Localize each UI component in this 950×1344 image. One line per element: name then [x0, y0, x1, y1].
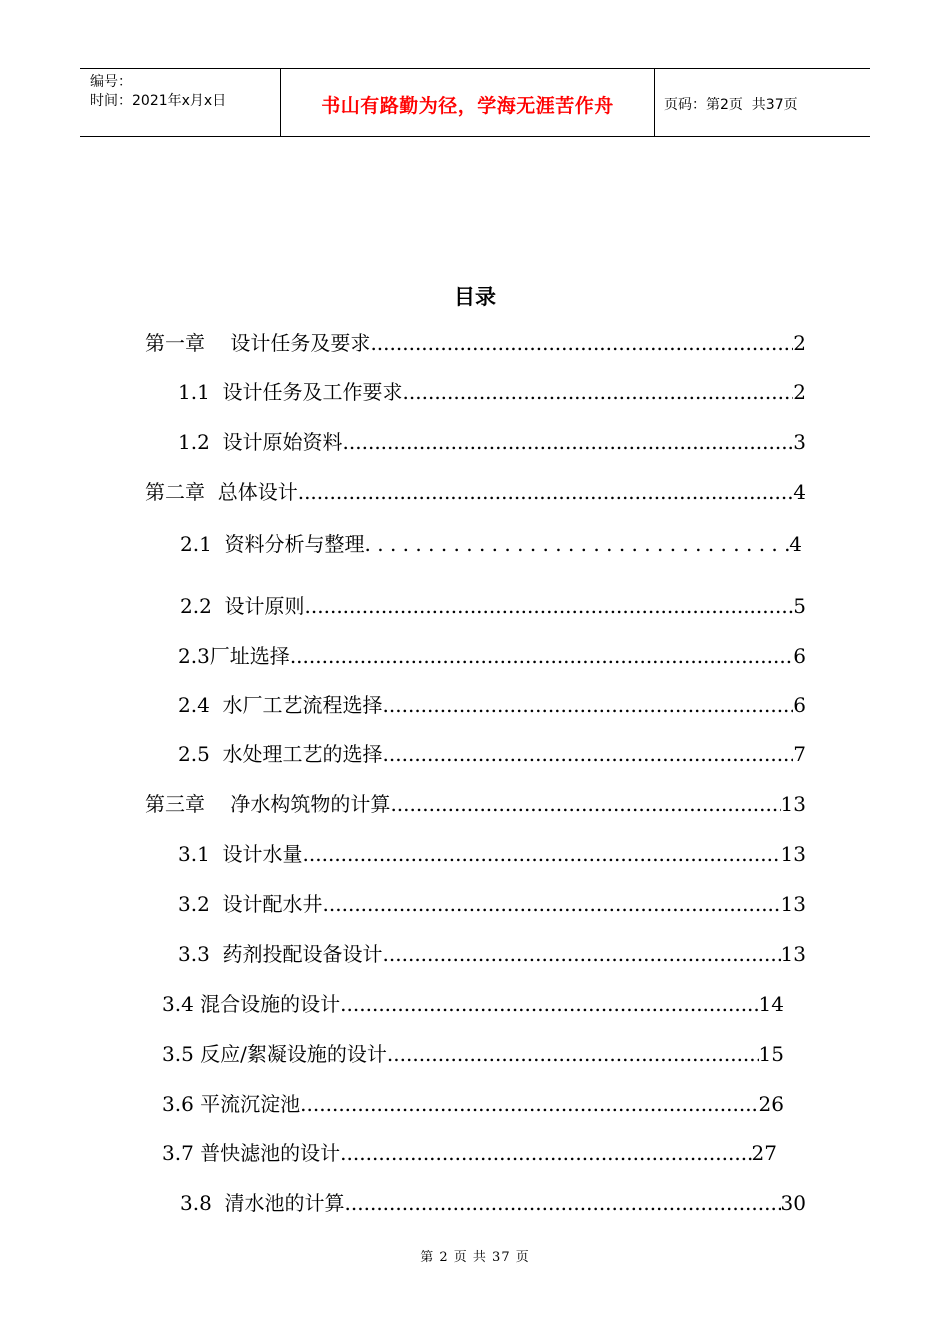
toc-entry-text: 3.4 混合设施的设计 [162, 992, 341, 1016]
toc-leader-dots [403, 378, 794, 406]
toc-entry-page: 30 [780, 1191, 806, 1215]
toc-entry-page: 2 [793, 380, 806, 404]
toc-entry-text: 2.4 水厂工艺流程选择 [178, 693, 383, 717]
toc-entry[interactable] [162, 1040, 784, 1068]
toc-leader-dots [340, 1139, 751, 1167]
toc-entry-text: 1.2 设计原始资料 [178, 430, 343, 454]
toc-entry-page: 14 [758, 992, 784, 1016]
toc-leader-dots [383, 691, 794, 719]
toc-entry-page: 13 [780, 842, 806, 866]
toc-entry[interactable] [178, 740, 806, 768]
toc-entry-text: 3.7 普快滤池的设计 [162, 1141, 341, 1165]
toc-entry[interactable] [162, 1090, 784, 1118]
toc-entry-text: 3.1 设计水量 [178, 842, 303, 866]
toc-entry[interactable] [178, 940, 806, 968]
toc-entry-page: 3 [793, 430, 806, 454]
toc-entry-text: 第二章 总体设计 [145, 480, 298, 504]
toc-entry-text: 第一章 设计任务及要求 [145, 331, 371, 355]
toc-entry[interactable] [178, 378, 806, 406]
toc-entry-page: 13 [780, 942, 806, 966]
toc-leader-dots [390, 790, 780, 818]
toc-entry-text: 3.2 设计配水井 [178, 892, 323, 916]
toc-entry-page: 5 [793, 594, 806, 618]
page-header [80, 68, 870, 137]
toc-entry-text: 2.5 水处理工艺的选择 [178, 742, 383, 766]
toc-entry[interactable] [180, 530, 802, 558]
toc-leader-dots [298, 478, 794, 506]
toc-entry[interactable] [178, 840, 806, 868]
toc-entry-page: 6 [793, 644, 806, 668]
toc-leader-dots [300, 1090, 758, 1118]
toc-entry[interactable] [178, 428, 806, 456]
toc-entry-page: 26 [758, 1092, 784, 1116]
toc-entry[interactable] [178, 691, 806, 719]
toc-leader-dots [323, 890, 781, 918]
header-right-cell [655, 69, 870, 136]
toc-entry-text: 3.3 药剂投配设备设计 [178, 942, 383, 966]
toc-leader-dots [383, 940, 781, 968]
toc-entry-page: 13 [780, 792, 806, 816]
toc-entry-text: 3.6 平流沉淀池 [162, 1092, 301, 1116]
toc-leader-dots [340, 990, 758, 1018]
toc-entry-page: 27 [751, 1141, 777, 1165]
toc-leader-dots [383, 740, 794, 768]
header-page-info: 页码：第2页 共37页 [664, 96, 798, 113]
toc-leader-dots [370, 329, 793, 357]
toc-entry[interactable] [180, 1189, 806, 1217]
toc-leader-dots [365, 530, 790, 558]
toc-entry-text: 第三章 净水构筑物的计算 [145, 792, 391, 816]
toc-entry-page: 6 [793, 693, 806, 717]
toc-entry-page: 2 [793, 331, 806, 355]
toc-leader-dots [343, 428, 794, 456]
motto-text: 书山有路勤为径，学海无涯苦作舟 [321, 95, 614, 117]
toc-entry-page: 4 [789, 532, 802, 556]
header-middle-cell [281, 69, 655, 136]
toc-leader-dots [303, 840, 781, 868]
number-label: 编号： [90, 74, 132, 90]
toc-title: 目录 [454, 285, 496, 309]
toc-entry-text: 2.1 资料分析与整理 [180, 532, 365, 556]
toc-entry-page: 4 [793, 480, 806, 504]
toc-entry-text: 2.3厂址选择 [178, 644, 290, 668]
toc-entry[interactable] [145, 329, 806, 357]
toc-leader-dots [345, 1189, 781, 1217]
toc-entry-text: 1.1 设计任务及工作要求 [178, 380, 403, 404]
toc-entry-text: 3.5 反应/絮凝设施的设计 [162, 1042, 387, 1066]
toc-entry-page: 7 [793, 742, 806, 766]
toc-entry-text: 2.2 设计原则 [180, 594, 305, 618]
toc-entry[interactable] [180, 592, 806, 620]
time-label: 时间：2021年x月x日 [90, 93, 227, 109]
toc-entry[interactable] [162, 1139, 777, 1167]
toc-entry[interactable] [162, 990, 784, 1018]
toc-entry-page: 13 [780, 892, 806, 916]
toc-entry-text: 3.8 清水池的计算 [180, 1191, 345, 1215]
toc-entry[interactable] [145, 790, 806, 818]
toc-leader-dots [305, 592, 794, 620]
toc-leader-dots [290, 642, 793, 670]
toc-entry-page: 15 [758, 1042, 784, 1066]
page-footer: 第 2 页 共 37 页 [420, 1250, 530, 1265]
toc-entry[interactable] [178, 642, 806, 670]
toc-entry[interactable] [178, 890, 806, 918]
toc-entry[interactable] [145, 478, 806, 506]
header-left-cell [80, 69, 281, 136]
toc-leader-dots [387, 1040, 759, 1068]
